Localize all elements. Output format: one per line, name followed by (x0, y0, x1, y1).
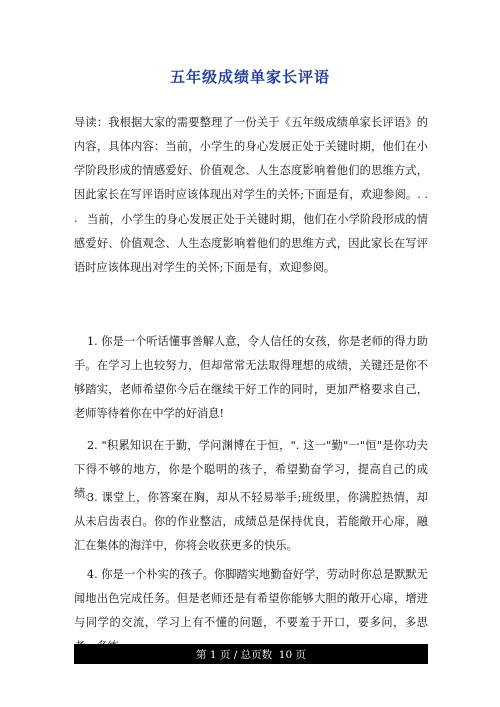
comment-item-3: 3. 课堂上，你答案在胸，却从不轻易举手;班级里，你满腔热情，却从未启齿表白。你的作业整洁，成绩总是保持优良，若能敞开心扉，融汇在集体的海洋中，你将会收获更多的快乐。 (74, 491, 428, 552)
document-title: 五年级成绩单家长评语 (169, 68, 330, 86)
page-number-indicator: 第 1 页 / 总页数 10 页 (196, 648, 306, 661)
intro-paragraph: 导读：我根据大家的需要整理了一份关于《五年级成绩单家长评语》的内容，具体内容：当前，小学生的身心发展正处于关键时期，他们在小学阶段形成的情感爱好、价值观念、人生态度影响着他们的思维方式，因此家长在写评语时应该体现出对学生的关怀;下面是有，欢迎参阅。. . . (74, 116, 428, 225)
comment-item-4: 4. 你是一个朴实的孩子。你脚踏实地勤奋好学，劳动时你总是默默无闻地出色完成任务。但是老师还是有希望你能够大胆的敞开心扉，增进与同学的交流，学习上有不懂的问题，不要羞于开口，要多问，多思 (74, 568, 428, 629)
comment-item-1: 1. 你是一个听话懂事善解人意，令人信任的女孩，你是老师的得力助手。在学习上也较努力，但却常常无法取得理想的成绩，关键还是你不够踏实，老师希望你今后在继续干好工作的同时，更加严格要求自己，老师等待着你在中学的好消息! (74, 335, 428, 420)
comment-item-2: 2. "积累知识在于勤，学问渊博在于恒，". 这一"勤"一"恒"是你功夫下得不够的地方，你是个聪明的孩子，希望勤奋学习，提高自己的成绩。 (74, 439, 428, 500)
page-footer-bar (74, 644, 428, 664)
intro-repeat-paragraph: 当前，小学生的身心发展正处于关键时期，他们在小学阶段形成的情感爱好、价值观念、人生态度影响着他们的思维方式，因此家长在写评语时应该体现出对学生的关怀;下面是有，欢迎参阅。 (74, 213, 428, 274)
